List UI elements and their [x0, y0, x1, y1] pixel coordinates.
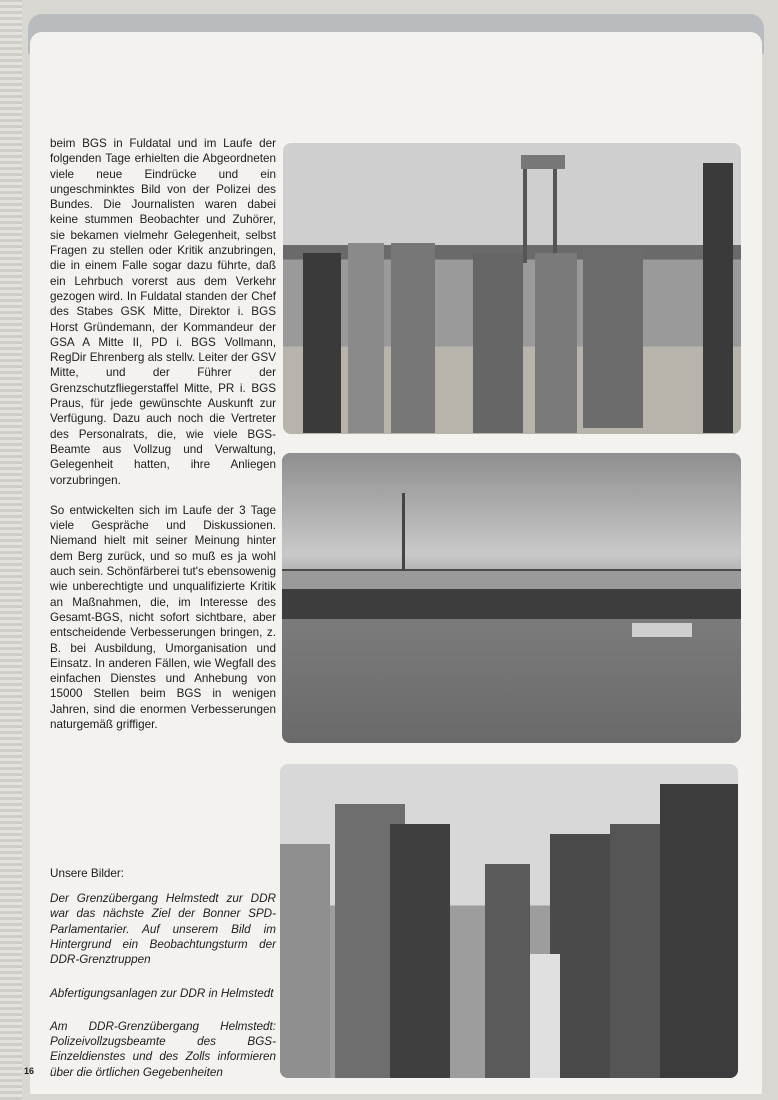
article-body [50, 136, 276, 732]
captions-heading: Unsere Bilder: [50, 866, 125, 880]
caption-2: Abfertigungsanlagen zur DDR in Helmstedt [50, 986, 274, 1000]
scan-edge [0, 0, 22, 1100]
photo-group-with-watchtower [283, 143, 741, 434]
captions [50, 866, 276, 1080]
caption-3: Am DDR-Grenzübergang Helmstedt: Polizeivollzugsbeamte des BGS-Einzeldienstes und des Zolls informieren über die örtlichen Gegebenheiten [50, 1019, 276, 1079]
article-paragraph-2: So entwickelten sich im Laufe der 3 Tage viele Gespräche und Diskussionen. Niemand hielt mit seiner Meinung hinter dem Berg zurück, und so muß es ja wohl auch sein. Schönfärberei tut's ebensowenig wie unberechtigte und unqualifizierte Kritik an Maßnahmen, die, im Interesse des Gesamt-BGS, nicht sofort sichtbare, aber entscheidende Verbesserungen bringen, z. B. bei Ausbildung, Umorganisation und Einsatz. In anderen Fällen, wie Wegfall des einfachen Dienstes und Anhebung von 15000 Stellen beim BGS in wenigen Jahren, sind die enormen Verbesserungen naturgemäß griffiger. [50, 503, 276, 731]
article-paragraph-1: beim BGS in Fuldatal und im Laufe der folgenden Tage erhielten die Abgeordneten viele neue Eindrücke und ein ungeschminktes Bild von der Polizei des Bundes. Die Journalisten waren dabei keine stummen Beobachter und Zuhörer, sie bekamen vielmehr Gelegenheit, selbst Fragen zu stellen oder Kritik anzubringen, die in einem Falle sogar dazu führte, daß ein Lehrbuch vorerst aus dem Verkehr gezogen wird. In Fuldatal standen der Chef des Stabes GSK Mitte, Direktor i. BGS Horst Gründemann, der Kommandeur der GSA A Mitte II, PD i. BGS Vollmann, RegDir Ehrenberg als stellv. Leiter der GSV Mitte, und der Führer der Grenzschutzfliegerstaffel Mitte, PR i. BGS Praus, für jede gewünschte Auskunft zur Verfügung. Dazu auch noch die Vertreter des Personalrats, die, wie viele BGS-Beamte aus Vollzug und Verwaltung, Gelegenheit hatten, ihre Anliegen vorzubringen. [50, 137, 276, 487]
caption-1: Der Grenzübergang Helmstedt zur DDR war das nächste Ziel der Bonner SPD-Parlamentarier. Auf unserem Bild im Hintergrund ein Beobachtungsturm der DDR-Grenztruppen [50, 892, 276, 967]
page-number: 16 [24, 1066, 35, 1076]
photo-officers-briefing [280, 764, 738, 1078]
photo-border-checkpoint [282, 453, 741, 743]
